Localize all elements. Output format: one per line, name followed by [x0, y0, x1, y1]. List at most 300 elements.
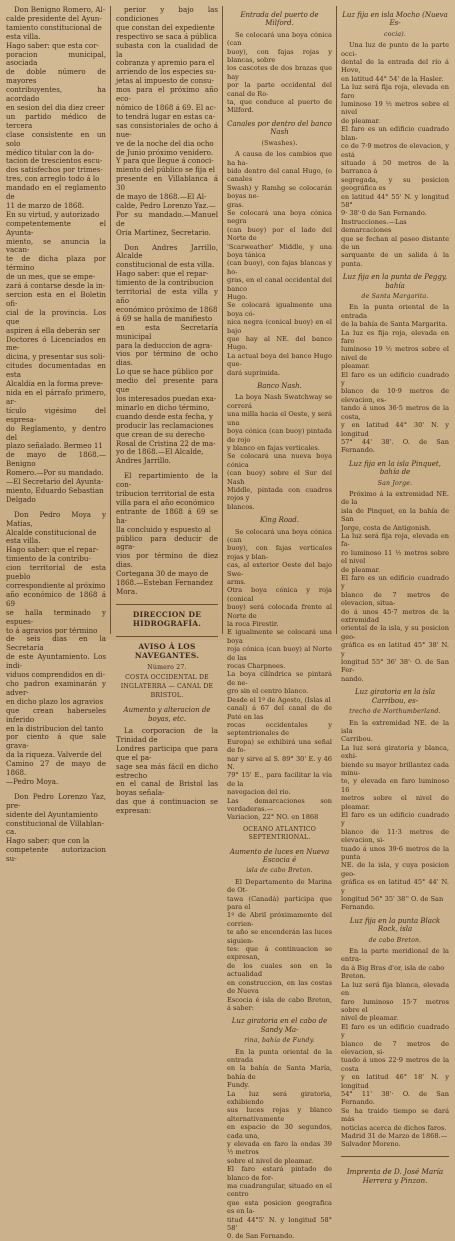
- text-line: 9· 38'·0 de San Fernando.: [341, 209, 427, 218]
- text-line: de pleamar.: [341, 565, 381, 574]
- aumento-text: [227, 878, 332, 1013]
- text-line: Próximo á la extremidad NE. de la: [341, 489, 449, 507]
- text-line: Salvador Moreno.: [341, 1140, 401, 1149]
- text-line: Las demarcaciones son verdaderas.—: [227, 796, 332, 813]
- text-line: que hay al NE. del banco Hugo.: [227, 335, 332, 352]
- text-line: longitud 56° 35' 38'' O. de San: [341, 895, 444, 904]
- black-rock-title: Luz fija en la punta Black Rock, isla: [349, 916, 441, 934]
- text-line: se halla terminado y espues-: [6, 607, 106, 626]
- text-line: sage sea más fácil en dicho estrecho: [116, 761, 218, 780]
- black-rock-text: [341, 947, 449, 1149]
- text-line: La luz será giratoria, exhibiendo: [227, 1089, 332, 1106]
- text-line: do á unos 45·7 metros de la extremidad: [341, 607, 449, 625]
- text-line: que crean haberseles inferido: [6, 705, 106, 724]
- text-line: territorial de esta villa y año: [116, 287, 218, 305]
- text-line: Doctores ó Licenciados en me-: [6, 334, 106, 353]
- text-line: sarquante de un salida á la punta.: [341, 251, 449, 268]
- notice-villablanca-start: [6, 793, 106, 864]
- text-line: El faro es un edificio cuadrado y: [341, 370, 449, 388]
- text-line: Europa) se exhibirá una señal de fo-: [227, 737, 332, 755]
- text-line: dicina, y presentar sus soli-: [6, 352, 105, 362]
- text-line: ta, que conduce al puerto de Milford.: [227, 98, 332, 115]
- text-line: isla de Pinquet, en la bahía de San: [341, 506, 449, 524]
- text-line: Hago saber: que con la: [6, 836, 90, 846]
- peggy-text: [341, 303, 449, 454]
- text-line: NE. de la isla, y cuya posicion geo-: [341, 861, 449, 878]
- notice-trinidad: [116, 727, 218, 816]
- text-line: de la bahía de Santa Margarita.: [341, 320, 448, 329]
- mocho-subtitle: cocia).: [383, 30, 407, 38]
- king-text: [227, 528, 332, 822]
- text-line: Jorge, costa de Antigonish.: [341, 523, 432, 532]
- text-line: para la deduccion de agra-: [116, 340, 213, 350]
- text-line: longitud 55° 36' 38'· O. de San Fer-: [341, 658, 449, 675]
- text-line: roja cónica (can buoy) al Norte de las: [227, 645, 332, 662]
- text-line: buoy) será colocada frente al Norte de: [227, 603, 332, 620]
- text-line: faro luminoso 15·7 metros sobre el: [341, 997, 449, 1014]
- text-line: respectivo se saca á pública: [116, 31, 217, 41]
- text-line: canal) á 67 del canal de de Paté en las: [227, 704, 332, 721]
- costa-label: COSTA OCCIDENTAL DE INGLATERRA — CANAL DE BRISTOL.: [120, 674, 214, 700]
- text-line: El faro es un edificio cuadrado y: [341, 810, 449, 828]
- text-line: medio del presente para que: [116, 376, 218, 395]
- text-line: dental de la entrada del río á Hove,: [341, 58, 449, 75]
- text-line: en espacio de 30 segundos, cada una,: [227, 1123, 332, 1140]
- text-line: de los cuales son en la actualidad: [227, 961, 332, 979]
- peggy-title: Luz fija en la punta de Peggy, bahía: [342, 273, 448, 290]
- text-line: Hago saber: que el repar-: [116, 269, 209, 279]
- text-line: Madrid 31 de Marzo de 1868.—: [341, 1132, 448, 1140]
- text-line: biendo su mayor brillantez cada minu-: [341, 760, 449, 777]
- text-line: de seis dias en la Secretaría: [6, 634, 106, 653]
- text-line: Hugo.: [227, 293, 248, 301]
- text-line: Se colocará igualmente una boya có-: [227, 301, 332, 318]
- text-line: timiento de la contribu-: [6, 554, 91, 564]
- text-line: en dicho plazo los agravios: [6, 696, 104, 706]
- text-line: sas consistoriales de ocho á nue-: [116, 120, 218, 139]
- text-line: do Reglamento, y dentro del: [6, 423, 106, 442]
- text-line: nando.: [341, 674, 364, 683]
- text-line: competente autorizacion su-: [6, 845, 106, 864]
- text-line: En la punta oriental de la entrada: [341, 303, 449, 320]
- text-line: En la extremidad NE. de la isla: [341, 718, 449, 735]
- text-line: 1º de Abril próximamente del corrien-: [227, 911, 332, 928]
- text-line: la roca Firestir.: [227, 620, 279, 629]
- text-line: que esta posicion geografica es en la-: [227, 1198, 332, 1216]
- banco-title: Banco Nash.: [257, 382, 302, 391]
- text-line: yo de 1868.—El Alcalde,: [116, 447, 204, 457]
- text-line: mandado en el reglamento de: [6, 183, 106, 202]
- text-line: Londres participa que para que el pa-: [116, 743, 218, 762]
- text-line: blancos.: [227, 502, 255, 511]
- text-line: 0. de San Fernando.: [227, 1232, 295, 1241]
- text-line: ve de la noche del dia ocho: [116, 138, 214, 148]
- text-line: tando á unos 36·5 metros de la costa,: [341, 404, 449, 421]
- text-line: año económico de 1868 á 69: [6, 589, 106, 608]
- text-line: 11 de marzo de 1868.: [6, 200, 85, 210]
- text-line: da la riqueza. Valverde del: [6, 750, 102, 760]
- text-line: constitucional de esta villa.: [116, 260, 215, 270]
- text-line: de doble número de mayores: [6, 67, 106, 86]
- text-line: titud 44°5' N. y longitud 58° 58': [227, 1215, 332, 1233]
- text-line: buoy), con fajas rojas y blancas, sobre: [227, 47, 332, 65]
- text-line: cuando desde esta fecha, y: [116, 411, 214, 421]
- aumento-subtitle: isla de cabo Breton.: [246, 867, 313, 875]
- text-line: tuado á unos 39·6 metros de la punta: [341, 844, 449, 861]
- text-line: Por su mandado.—Manuel de: [116, 209, 218, 228]
- text-line: En la parte meridional de la entra-: [341, 947, 449, 964]
- text-line: Middle, pintada con cuadros rojos y: [227, 485, 332, 503]
- text-line: timiento de la contribucion: [116, 278, 214, 288]
- text-line: minarlo en dicho término,: [116, 402, 210, 412]
- text-line: calde presidente del Ayun-: [6, 13, 102, 23]
- text-line: citudes documentadas en esta: [6, 361, 106, 380]
- text-line: clase consistente en un solo: [6, 129, 106, 148]
- text-line: El faro estará pintado de blanco de for-: [227, 1165, 332, 1182]
- text-line: entrante de 1868 á 69 se ha-: [116, 506, 218, 525]
- text-line: luminoso 19 ½ metros sobre el nivel de: [341, 345, 449, 362]
- text-line: La corporacion de la Trinidad de: [116, 725, 218, 744]
- text-line: 'Scarweather' Middle, y una boya tánica: [227, 242, 332, 259]
- avisos-heading: AVISO Á LOS NAVEGANTES.: [134, 641, 200, 660]
- text-line: Desde el 1º de Agosto, (Islas al: [227, 695, 331, 704]
- text-line: que se fechan al paseo distante de un: [341, 234, 449, 251]
- text-line: da á Big Bras d'or, isla de cabo: [341, 963, 445, 972]
- text-line: gráfica es en latitud 45° 38' N. y: [341, 641, 449, 658]
- text-line: Mora.: [116, 587, 138, 596]
- text-line: 79° 15' E., para facilitar la vía de la: [227, 771, 332, 788]
- text-line: ca.: [6, 827, 17, 837]
- text-line: jetas al impuesto de consu-: [116, 76, 214, 86]
- text-line: en esta Secretaría municipal: [116, 322, 218, 341]
- notice-villablanca-end: [116, 6, 218, 238]
- text-line: Alcaldía en la forma preve-: [6, 379, 104, 389]
- text-line: rocas Charpnees.: [227, 662, 286, 671]
- text-line: blanco de 10·9 metros de elevacion, es-: [341, 387, 449, 404]
- text-line: La boya cilíndrica se pintará de ne-: [227, 670, 332, 687]
- text-line: un partido médico de tercera: [6, 111, 106, 130]
- text-line: rocas occidentales y septentrionales de: [227, 720, 332, 738]
- text-line: Don Pedro Moya y Matias,: [6, 509, 106, 528]
- text-line: en la distribucion del tanto: [6, 723, 104, 733]
- text-line: 57° 44' 38'. O. de San Fernando.: [341, 437, 449, 455]
- text-line: gro sin el centro blanco.: [227, 687, 309, 696]
- carribou-title: Luz giratoria en la isla Carribou, es-: [354, 688, 436, 705]
- text-line: Camino 27 de mayo de 1868.: [6, 759, 106, 778]
- text-line: blanco de 7 metros de elevacion, si-: [341, 1039, 449, 1056]
- text-line: navegacion del rio.: [227, 788, 291, 797]
- text-line: —Pedro Moya.: [6, 776, 59, 786]
- text-line: en latitud 44° 54' de la Hasler.: [341, 74, 444, 83]
- text-line: tribucion territorial de esta: [116, 489, 215, 499]
- text-line: poracion municipal, asociada: [6, 49, 106, 68]
- text-line: de un mes, que se empe-: [6, 272, 96, 282]
- text-line: vios por término de ocho dias.: [116, 349, 218, 368]
- text-line: calde, Pedro Lorenzo Yaz.—: [116, 200, 216, 210]
- text-line: miento, se anuncia la vacan-: [6, 236, 106, 255]
- text-line: Se colocará una boya cónica (can: [227, 30, 332, 48]
- atlantic-heading: OCEANO ATLANTICO SEPTENTRIONAL.: [242, 825, 317, 842]
- banco-text: [227, 393, 332, 511]
- mocho-title: Luz fija en isla Mocho (Nueva Es-: [342, 11, 448, 28]
- text-line: Delgado: [6, 494, 36, 504]
- text-line: tículo vigésimo del espresa-: [6, 405, 106, 424]
- text-line: sercion esta en el Boletin ofi-: [6, 290, 106, 308]
- text-line: zará á contarse desde la in-: [6, 281, 106, 291]
- text-line: (can buoy) por el lado del Norte de: [227, 225, 332, 243]
- black-rock-subtitle: de cabo Breton.: [368, 936, 422, 944]
- column-rule-1: [110, 6, 111, 634]
- text-line: gras.: [227, 200, 244, 209]
- text-line: sobre el nivel de pleamar.: [227, 1156, 314, 1165]
- text-line: gras, en el canal occidental del banco: [227, 276, 332, 293]
- text-line: plazo señalado. Bermeo 11: [6, 441, 103, 451]
- text-line: El repartimiento de la con-: [116, 471, 218, 490]
- luz-title: Luz giratoria en el cabo de Sandy Ma-: [231, 1017, 328, 1034]
- text-line: correspondiente al próximo: [6, 581, 106, 590]
- text-line: Lo que se hace público por: [116, 367, 214, 377]
- text-line: cobranza y apremio para el: [116, 58, 215, 68]
- text-line: La luz será giratoria y blanca, exhi-: [341, 743, 449, 761]
- text-line: En su virtud, y autorizado: [6, 209, 100, 219]
- text-line: boya cónica (can buoy) pintada de rojo: [227, 427, 332, 444]
- text-line: ro luminoso 11 ½ metros sobre el nivel: [341, 548, 449, 566]
- text-line: blanco de 11·3 metros de elevacion, si-: [341, 827, 449, 845]
- text-line: Oria Martinez, Secretario.: [116, 227, 211, 237]
- text-line: to, y elevada en faro luminoso 16: [341, 777, 449, 794]
- text-line: mos para el próximo año eco-: [116, 85, 218, 104]
- text-line: oriental de la isla, y su posicion geo-: [341, 624, 449, 641]
- text-line: La actual boya del banco Hugo que-: [227, 351, 332, 369]
- text-line: noticias acerca de dichos faros.: [341, 1123, 447, 1132]
- notice-rosal: [116, 244, 218, 467]
- column-1: [6, 5, 106, 864]
- text-line: en construccion, en las costas de Nueva: [227, 978, 332, 996]
- text-line: dará suprimida.: [227, 368, 281, 377]
- text-line: Carribou.: [341, 735, 373, 744]
- king-title: King Road.: [259, 516, 300, 525]
- text-line: en latitud 44° 55' N. y longitud 58°: [341, 192, 449, 209]
- text-line: Breton.: [341, 972, 366, 981]
- text-line: gráfica es en latitud 45° 44' N. y: [341, 878, 449, 895]
- text-line: blanco de 7 metros de elevacion, situa-: [341, 590, 449, 608]
- text-line: cho padron examinarán y adver-: [6, 678, 106, 697]
- text-line: de mayo de 1868.—Benigno: [6, 450, 106, 469]
- text-line: La luz será fija roja, elevada en faro: [341, 83, 449, 100]
- text-line: que constan del expediente: [116, 22, 215, 32]
- text-line: La luz es fija roja, elevada en faro: [341, 328, 449, 346]
- text-line: y elevada en faro la ondas 39 ½ metros: [227, 1140, 332, 1157]
- text-line: miento, Eduardo Sebastian: [6, 485, 104, 495]
- text-line: das que á continuacion se expresan:: [116, 797, 218, 816]
- text-line: contribuyentes, ha acordado: [6, 85, 106, 104]
- text-line: Y para que llegue á conoci-: [116, 156, 214, 166]
- text-line: nica negra (conical buoy) en el bajo: [227, 318, 332, 335]
- text-line: en sesion del dia diez creer: [6, 102, 105, 112]
- pinquet-title: Luz fija en la isla Pinquet, bahía de: [349, 459, 441, 477]
- mocho-text: [341, 41, 449, 268]
- text-line: Se colocará una boya cónica negra: [227, 208, 332, 226]
- aumento-title: Aumento de luces en Nueva Escocia é: [229, 847, 330, 864]
- text-line: Alcalde constitucional de: [6, 527, 97, 537]
- text-line: tes: que á continuacion se expresan,: [227, 945, 332, 962]
- peggy-subtitle: de Santa Margarita.: [361, 293, 429, 300]
- pinquet-text: [341, 490, 449, 683]
- imprenta-line-1: Imprenta de D. José María: [346, 1166, 444, 1176]
- text-line: y blanco en fajas verticales.: [227, 443, 320, 452]
- text-line: de este Ayuntamiento. Los indi-: [6, 652, 106, 671]
- text-line: lla concluido y espuesto al: [116, 524, 211, 534]
- notice-valverde: [6, 511, 106, 787]
- text-line: El faro es un edificio cuadrado y: [341, 574, 449, 591]
- text-line: esta villa.: [6, 536, 41, 546]
- text-line: de mayo de 1868.—El Al-: [116, 192, 207, 202]
- section-divider: [116, 604, 218, 605]
- text-line: constitucional de Villablan-: [6, 818, 104, 828]
- text-line: producir las reclamaciones: [116, 420, 214, 430]
- text-line: presente en Villablanca á 30: [116, 174, 218, 193]
- text-line: una milla hacia el Oeste, y será una: [227, 410, 332, 427]
- text-line: Escocia é isla de cabo Breton, á saber:: [227, 995, 332, 1012]
- text-line: 1868.—Esteban Fernandez: [116, 578, 213, 588]
- column-rule-2: [222, 6, 223, 634]
- text-line: de pleamar.: [341, 116, 381, 125]
- text-line: en el canal de Bristol las boyas señala-: [116, 779, 218, 798]
- text-line: público para deducir de agra-: [116, 533, 218, 552]
- text-line: Se colocará una nueva boya cónica: [227, 452, 332, 469]
- milford-title: Entrada del puerto de Milford.: [240, 11, 319, 28]
- imprenta-line-2: Herrera y Pinzon.: [362, 1175, 428, 1185]
- text-line: En la punta oriental de la entrada: [227, 1047, 332, 1064]
- text-line: Don Benigno Romero, Al-: [14, 5, 106, 14]
- text-line: dos satisfechos por trimes-: [6, 165, 103, 175]
- text-line: cial de la provincia. Los que: [6, 307, 106, 326]
- text-line: El faro es un edificio cuadrado y: [341, 1022, 449, 1040]
- text-line: A causa de los cambios que ha ha-: [227, 150, 332, 167]
- text-line: los interesados puedan exa-: [116, 393, 217, 403]
- carribou-subtitle: trecho de Northumberland.: [349, 708, 441, 716]
- text-line: luminoso 19 ½ metros sobre el nivel: [341, 100, 449, 117]
- notice-bermeo: [6, 6, 106, 505]
- text-line: esta villa.: [6, 31, 41, 41]
- text-line: viduos comprendidos en di-: [6, 670, 105, 680]
- text-line: de Junio próximo venidero.: [116, 147, 214, 157]
- text-line: Hago saber: que el repar-: [6, 545, 99, 555]
- text-line: nivel de pleamar.: [341, 1014, 399, 1023]
- text-line: Don Pedro Lorenzo Yaz, pre-: [6, 791, 106, 810]
- text-line: Una luz de punto de la parte occi-: [341, 41, 449, 58]
- luz-text: [227, 1048, 332, 1241]
- text-line: La luz será fija roja, elevada en fa-: [341, 531, 449, 549]
- milford-text: [227, 31, 332, 115]
- text-line: tamiento constitucional de: [6, 22, 102, 32]
- text-line: tuado á unos 22·9 metros de la costa: [341, 1056, 449, 1073]
- text-line: arriendo de los especies su-: [116, 67, 217, 77]
- text-line: sidente del Ayuntamiento: [6, 809, 98, 819]
- text-line: subasta con la cualidad de la: [116, 40, 218, 59]
- text-line: sus luces rojas y blanco alternativamente: [227, 1106, 332, 1123]
- text-line: metros sobre el nivel de pleamar.: [341, 794, 449, 811]
- pinquet-subtitle: San Jorge.: [377, 479, 413, 487]
- text-line: te año se encenderán las luces siguien-: [227, 928, 332, 945]
- text-line: por ciento á que sale grava-: [6, 732, 106, 751]
- canales-subtitle: (Swashes).: [261, 139, 298, 147]
- text-line: nida en el párrafo primero, ar-: [6, 387, 106, 406]
- text-line: E igualmente se colocará una boya: [227, 628, 332, 645]
- text-line: cas, al exterior Oeste del bajo Swe-: [227, 561, 332, 578]
- text-line: Otra boya cónica y roja (conical: [227, 586, 332, 603]
- text-line: La boya Nash Swatchway se correrá: [227, 393, 332, 410]
- text-line: (can buoy), con fajas blancas y ho-: [227, 259, 332, 276]
- column-4: [341, 6, 449, 1185]
- column-2: [116, 5, 218, 816]
- text-line: El Departamento de Marina de Ot-: [227, 877, 332, 895]
- text-line: aspiren á ella deberán ser: [6, 325, 100, 335]
- text-line: Fundy.: [227, 1081, 250, 1090]
- text-line: perior y bajo las condiciones: [116, 5, 218, 23]
- text-line: Rosal de Cristina 22 de ma-: [116, 438, 216, 448]
- text-line: buoy), con fajas verticales rojas y blan-: [227, 544, 332, 561]
- text-line: Hago saber: que esta cor-: [6, 40, 99, 50]
- column-3: [227, 6, 332, 1241]
- text-line: nar y sirve al S. 89° 30' E. y 46 N.: [227, 754, 332, 771]
- notice-cortegana: [116, 472, 218, 597]
- text-line: pleamar.: [341, 362, 370, 371]
- text-line: los cascotes de dos brazas que hay: [227, 64, 332, 81]
- text-line: (can buoy) sobre el Sur del Nash: [227, 469, 332, 486]
- text-line: to tendrá lugar en estas ca-: [116, 111, 216, 121]
- text-line: te de dicha plaza por término: [6, 254, 106, 273]
- text-line: Don Andres Jarrillo, Alcalde: [116, 242, 218, 261]
- text-line: miento del público se fija el: [116, 165, 216, 175]
- text-line: Se ha traido tiempo se dará más: [341, 1106, 449, 1124]
- text-line: La luz será fija blanca, elevada en: [341, 980, 449, 998]
- luz-subtitle: rina, bahía de Fundy.: [244, 1037, 315, 1045]
- column-rule-3: [336, 6, 337, 634]
- text-line: Swash) y Ramhg se colocarán boyas ne-: [227, 183, 332, 201]
- text-line: Cortegana 30 de mayo de: [116, 569, 209, 579]
- text-line: ma cuadrangular, situado en el centro: [227, 1182, 332, 1199]
- numero-label: Número 27.: [147, 663, 187, 671]
- text-line: médico titular con la do-: [6, 147, 94, 157]
- text-line: villa para el año económico: [116, 497, 215, 507]
- text-line: co de 7·9 metros de elevacion, y está: [341, 142, 449, 159]
- text-line: —El Secretario del Ayunta-: [6, 477, 104, 487]
- text-line: en la bahía de Santa María, bahía de: [227, 1064, 332, 1081]
- text-line: Andres Jarrillo.: [116, 456, 171, 466]
- text-line: tawa (Canadá) participa que para el: [227, 894, 332, 912]
- carribou-text: [341, 719, 449, 912]
- section-divider-2: [116, 636, 218, 637]
- text-line: El faro es un edificio cuadrado blan-: [341, 125, 449, 142]
- text-line: que crean de su derecho: [116, 429, 205, 439]
- section-title: Aumento y alteracion de boyas, etc.: [123, 706, 211, 724]
- imprenta-divider: [341, 1156, 449, 1157]
- text-line: Instrucciones.—Las demarcaciones: [341, 217, 407, 235]
- text-line: 54° 11' 38'· O. de San Fernando.: [341, 1089, 449, 1107]
- text-line: por la parte occidental del canal de Ro-: [227, 81, 332, 98]
- text-line: arms.: [227, 578, 246, 586]
- canales-text: [227, 150, 332, 377]
- text-line: á 69 se halla de manifiesto: [116, 313, 213, 323]
- text-line: Romero.—Por su mandado.: [6, 468, 104, 478]
- text-line: Variacion, 22° NO. en 1868: [227, 813, 319, 822]
- text-line: bido dentro del canal Hugo, (o canales: [227, 166, 332, 184]
- text-line: vios por término de diez dias.: [116, 551, 218, 570]
- text-line: económico próximo de 1868: [116, 304, 218, 314]
- text-line: to á agravios por término: [6, 625, 98, 635]
- text-line: tres, con arreglo todo á lo: [6, 174, 100, 184]
